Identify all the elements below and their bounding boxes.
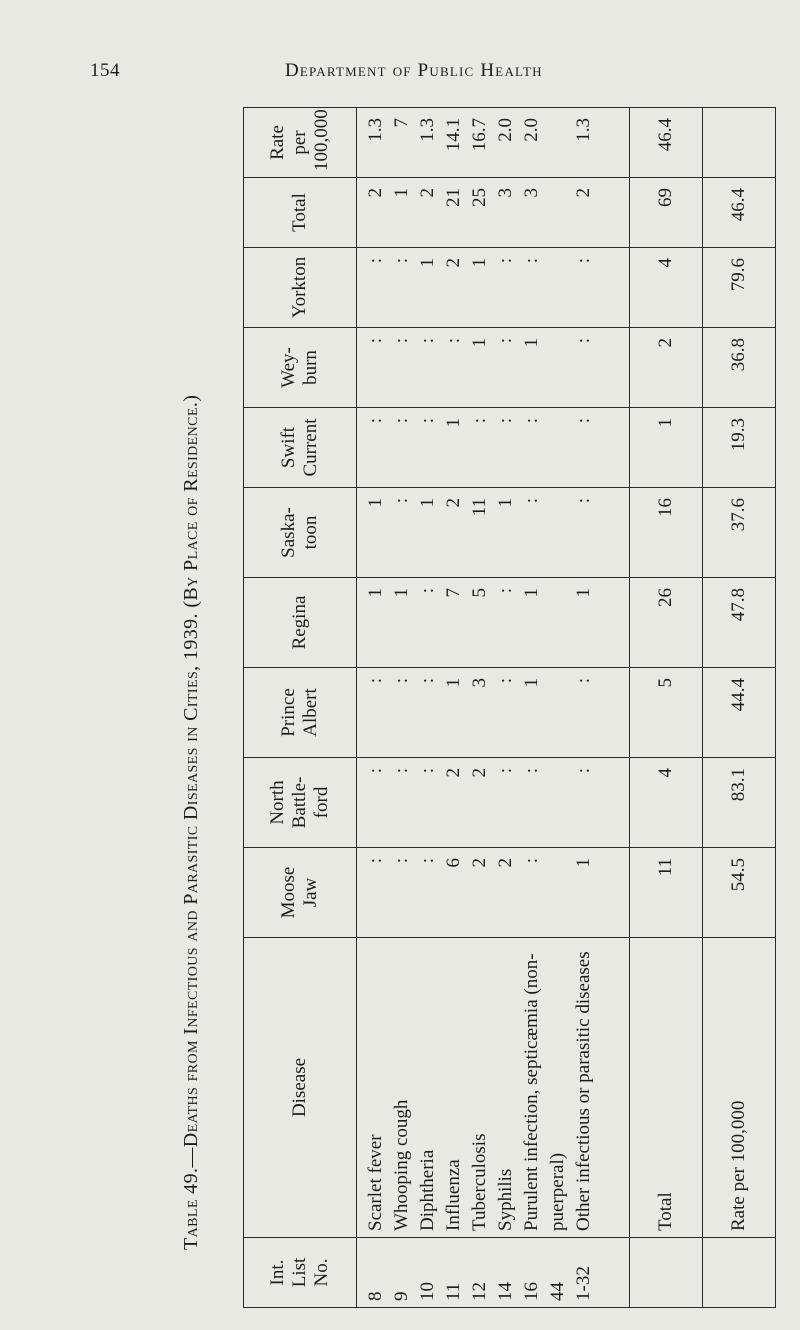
- rate-yorkton: 79.6: [703, 248, 776, 328]
- disease-name: Diphtheria: [417, 1149, 438, 1231]
- rate-north-battleford: 83.1: [703, 758, 776, 848]
- value: 2: [443, 258, 464, 268]
- value: :: [573, 498, 594, 504]
- value: 1: [469, 338, 490, 348]
- value: :: [417, 588, 438, 594]
- value: 1: [417, 498, 438, 508]
- page-header: [0, 0, 800, 81]
- value: 1: [443, 418, 464, 428]
- cell-saskatoon: [357, 488, 630, 578]
- value: :: [495, 418, 516, 424]
- value: 1.3: [573, 118, 594, 142]
- value: 11: [469, 498, 490, 517]
- value: 2: [443, 498, 464, 508]
- cell-prince-albert: [357, 668, 630, 758]
- rate-total: 46.4: [703, 178, 776, 248]
- disease-name: Whooping cough: [391, 1099, 412, 1231]
- value: 16.7: [469, 118, 490, 152]
- value: :: [365, 258, 386, 264]
- value: :: [495, 338, 516, 344]
- col-yorkton: Yorkton: [244, 248, 357, 328]
- disease-name: Purulent infection, septicæmia (non-puerperal): [521, 953, 568, 1231]
- total-total: 69: [630, 178, 703, 248]
- value: :: [495, 768, 516, 774]
- value: 7: [391, 118, 412, 128]
- col-int-list-no: Int. List No.: [244, 1238, 357, 1308]
- value: 21: [443, 188, 464, 207]
- total-row: [630, 108, 703, 1308]
- cell-regina: [357, 578, 630, 668]
- value: :: [573, 678, 594, 684]
- value: 1.3: [417, 118, 438, 142]
- col-rate: Rate per 100,000: [244, 108, 357, 178]
- value: 1: [469, 258, 490, 268]
- value: :: [573, 338, 594, 344]
- value: 3: [495, 188, 516, 198]
- cell-codes: [357, 1238, 630, 1308]
- disease-name: Other infectious or parasitic diseases: [573, 951, 594, 1231]
- code: 12: [469, 1282, 490, 1301]
- value: 1: [573, 858, 594, 868]
- value: :: [391, 858, 412, 864]
- total-regina: 26: [630, 578, 703, 668]
- total-moose-jaw: 11: [630, 848, 703, 938]
- col-saskatoon: Saska- toon: [244, 488, 357, 578]
- cell-diseases: [357, 938, 630, 1238]
- value: :: [521, 768, 542, 774]
- value: :: [521, 858, 542, 864]
- disease-name: Tuberculosis: [469, 1133, 490, 1231]
- value: :: [391, 498, 412, 504]
- rate-weyburn: 36.8: [703, 328, 776, 408]
- value: :: [521, 418, 542, 424]
- total-saskatoon: 16: [630, 488, 703, 578]
- value: 14.1: [443, 118, 464, 152]
- value: :: [391, 678, 412, 684]
- code: 44: [547, 1282, 568, 1301]
- value: 7: [443, 588, 464, 598]
- value: :: [417, 768, 438, 774]
- value: 1.3: [365, 118, 386, 142]
- value: 2: [417, 188, 438, 198]
- rate-row: [703, 108, 776, 1308]
- value: 2: [443, 768, 464, 778]
- code: 10: [417, 1282, 438, 1301]
- running-head: Department of Public Health: [285, 60, 543, 81]
- value: :: [365, 858, 386, 864]
- disease-name: Influenza: [443, 1159, 464, 1231]
- value: :: [365, 338, 386, 344]
- col-regina: Regina: [244, 578, 357, 668]
- table-title-text: Table 49.—Deaths from Infectious and Parasitic Diseases in Cities, 1939. (By Place of Residence.): [180, 394, 202, 1250]
- value: 2: [573, 188, 594, 198]
- value: 1: [365, 498, 386, 508]
- value: :: [495, 588, 516, 594]
- disease-name: Scarlet fever: [365, 1134, 386, 1231]
- cell-rate: [357, 108, 630, 178]
- disease-name: Syphilis: [495, 1168, 516, 1231]
- cell-moose-jaw: [357, 848, 630, 938]
- value: :: [573, 768, 594, 774]
- col-total: Total: [244, 178, 357, 248]
- code: 8: [365, 1291, 386, 1301]
- value: :: [443, 338, 464, 344]
- value: :: [573, 258, 594, 264]
- value: :: [365, 768, 386, 774]
- total-swift-current: 1: [630, 408, 703, 488]
- total-prince-albert: 5: [630, 668, 703, 758]
- value: 1: [521, 338, 542, 348]
- value: :: [391, 768, 412, 774]
- value: 6: [443, 858, 464, 868]
- value: :: [417, 418, 438, 424]
- value: 1: [495, 498, 516, 508]
- value: :: [417, 678, 438, 684]
- col-north-battleford: North Battle- ford: [244, 758, 357, 848]
- value: :: [521, 498, 542, 504]
- value: :: [521, 258, 542, 264]
- rate-regina: 47.8: [703, 578, 776, 668]
- page-number: 154: [90, 60, 120, 81]
- value: :: [391, 258, 412, 264]
- value: :: [365, 678, 386, 684]
- cell-yorkton: [357, 248, 630, 328]
- total-north-battleford: 4: [630, 758, 703, 848]
- value: 2.0: [521, 118, 542, 142]
- value: 3: [521, 188, 542, 198]
- rate-prince-albert: 44.4: [703, 668, 776, 758]
- rate-moose-jaw: 54.5: [703, 848, 776, 938]
- value: 2: [469, 768, 490, 778]
- value: :: [365, 418, 386, 424]
- value: 3: [469, 678, 490, 688]
- code: 14: [495, 1282, 516, 1301]
- col-disease: Disease: [244, 938, 357, 1238]
- value: 1: [573, 588, 594, 598]
- value: :: [573, 418, 594, 424]
- table-container: [243, 108, 749, 1308]
- value: 2: [365, 188, 386, 198]
- value: 1: [521, 678, 542, 688]
- cell-swift-current: [357, 408, 630, 488]
- total-yorkton: 4: [630, 248, 703, 328]
- rate-label: Rate per 100,000: [703, 938, 776, 1238]
- code: 11: [443, 1282, 464, 1301]
- value: :: [495, 678, 516, 684]
- col-moose-jaw: Moose Jaw: [244, 848, 357, 938]
- col-prince-albert: Prince Albert: [244, 668, 357, 758]
- total-label: Total: [630, 938, 703, 1238]
- cell-total: [357, 178, 630, 248]
- value: 2.0: [495, 118, 516, 142]
- value: :: [495, 258, 516, 264]
- value: :: [391, 418, 412, 424]
- code: 9: [391, 1291, 412, 1301]
- total-weyburn: 2: [630, 328, 703, 408]
- header-row: [244, 108, 357, 1308]
- value: 2: [495, 858, 516, 868]
- col-weyburn: Wey- burn: [244, 328, 357, 408]
- value: :: [417, 858, 438, 864]
- value: :: [391, 338, 412, 344]
- code: 16: [521, 1282, 542, 1301]
- cell-weyburn: [357, 328, 630, 408]
- deaths-table: [243, 107, 776, 1308]
- value: 1: [417, 258, 438, 268]
- value: 2: [469, 858, 490, 868]
- value: 1: [521, 588, 542, 598]
- value: 1: [365, 588, 386, 598]
- rate-swift-current: 19.3: [703, 408, 776, 488]
- table-title: [180, 80, 220, 1250]
- value: 1: [391, 588, 412, 598]
- col-swift-current: Swift Current: [244, 408, 357, 488]
- code: 1-32: [573, 1266, 594, 1301]
- value: 1: [391, 188, 412, 198]
- value: 5: [469, 588, 490, 598]
- total-rate: 46.4: [630, 108, 703, 178]
- value: 1: [443, 678, 464, 688]
- rate-saskatoon: 37.6: [703, 488, 776, 578]
- value: 25: [469, 188, 490, 207]
- body-row: [357, 108, 630, 1308]
- cell-north-battleford: [357, 758, 630, 848]
- value: :: [417, 338, 438, 344]
- value: :: [469, 418, 490, 424]
